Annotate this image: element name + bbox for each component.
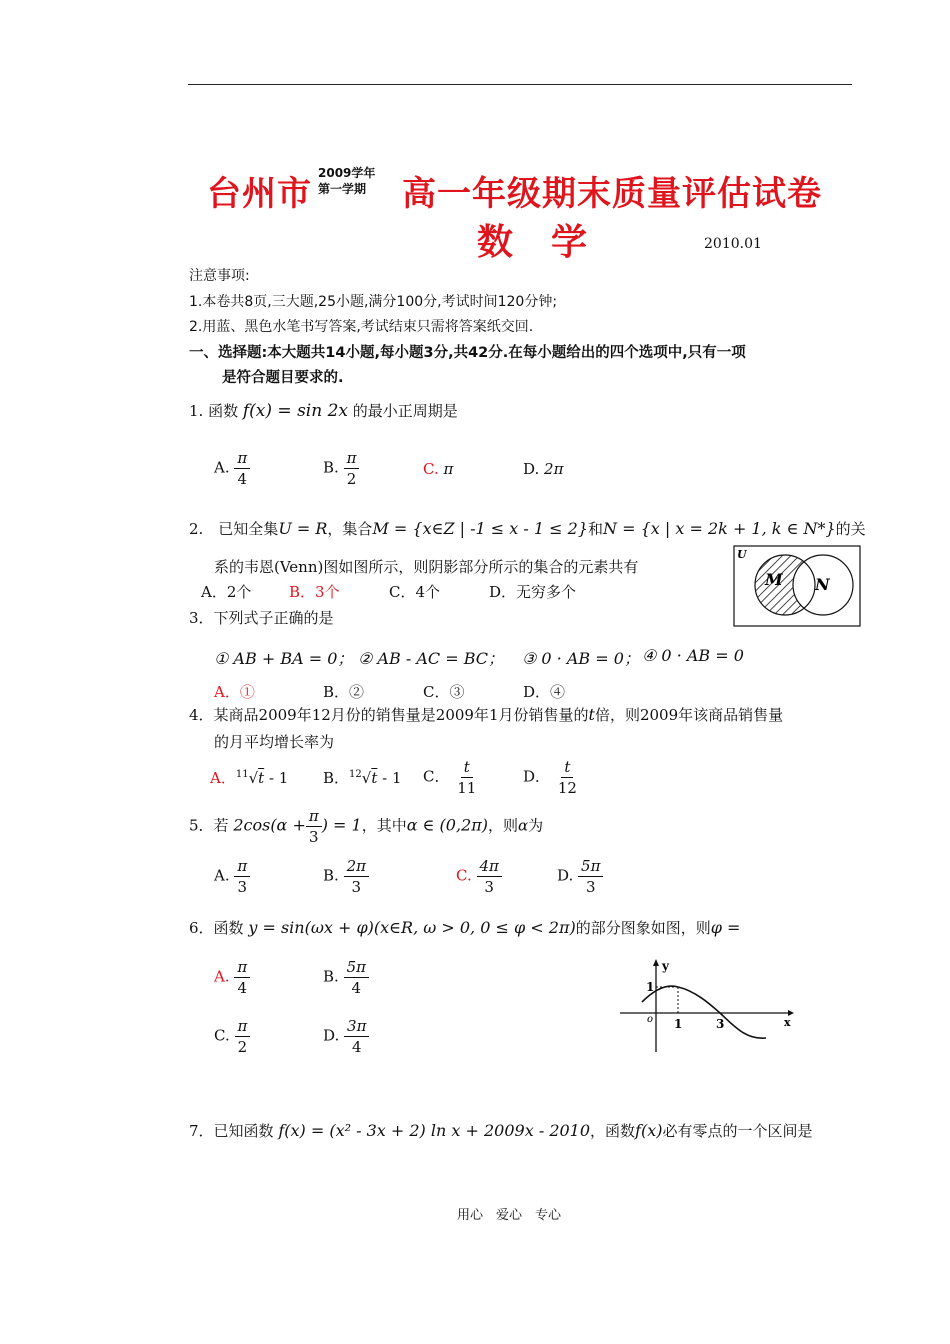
q4-option-c: C． $\frac{t}{11}$ [423,758,477,797]
q6-option-b: B. $\frac{5\pi}{4}$ [323,957,369,998]
q3-option-b: B．② [323,683,365,701]
q2-option-d: D．无穷多个 [489,583,577,601]
notes-item-1: 1.本卷共8页,三大题,25小题,满分100分,考试时间120分钟; [189,294,558,310]
q5-option-b: B. $\frac{2\pi}{3}$ [323,856,369,897]
graph-x-label: x [784,1016,791,1029]
q1-stem: 1. 函数 f(x) = sin 2x 的最小正周期是 [189,401,458,421]
graph-x-one-label: 1 [674,1017,683,1031]
q5-option-d: D. $\frac{5\pi}{3}$ [557,856,603,897]
page-footer: 用心 爱心 专心 [457,1208,562,1223]
term-year: 2009学年 [318,166,376,180]
q3-option-a: A．① [214,683,255,701]
q1-option-d: D. 2π [523,460,564,478]
q4-option-b: B．$^{12}$√t - 1 [323,769,402,787]
graph-y-one-label: 1 [646,980,655,994]
q1-option-a: A. $\frac{\pi}{4}$ [214,448,250,489]
venn-u-label: U [737,548,747,561]
q2-stem-line-2: 系的韦恩(Venn)图如图所示，则阴影部分所示的集合的元素共有 [214,558,639,576]
q6-stem: 6．函数 y = sin(ωx + φ)(x∈R, ω > 0, 0 ≤ φ < 2π)的部分图象如图，则φ = [189,918,741,937]
q1-option-b: B. $\frac{\pi}{2}$ [323,448,359,489]
q3-stem: 3．下列式子正确的是 [189,609,334,627]
venn-m-label: M [765,570,783,589]
graph-x-three-label: 3 [716,1017,725,1031]
section-1-heading: 一、选择题:本大题共14小题,每小题3分,共42分.在每小题给出的四个选项中,只有一项 [189,345,746,361]
venn-diagram [733,545,861,627]
q3-expr-3: ③ 0 · AB = 0； [522,649,640,668]
exam-subject: 数 学 [477,222,589,263]
q5-option-a: A. $\frac{\pi}{3}$ [214,856,250,897]
q3-option-c: C．③ [423,683,465,701]
header-rule [188,84,852,85]
exam-city: 台州市 [207,174,312,214]
graph-curve [642,986,766,1038]
q6-option-a: A. $\frac{\pi}{4}$ [214,957,250,998]
exam-date: 2010.01 [704,236,762,252]
venn-n-label: N [815,575,830,594]
q5-option-c: C. $\frac{4\pi}{3}$ [456,856,502,897]
q5-stem: 5．若 2cos(α + $\frac{\pi}{3}$ ) = 1，其中α ∈ (0,2π)，则α为 [189,807,544,846]
q3-expr-2: ② AB - AC = BC； [358,649,504,668]
term-name: 第一学期 [318,182,367,196]
q3-option-d: D．④ [523,683,566,701]
section-1-heading-cont: 是符合题目要求的. [222,370,344,386]
q7-stem: 7．已知函数 f(x) = (x² - 3x + 2) ln x + 2009x - 2010，函数f(x)必有零点的一个区间是 [189,1121,813,1140]
q6-option-d: D. $\frac{3\pi}{4}$ [323,1016,369,1057]
notes-item-2: 2.用蓝、黑色水笔书写答案,考试结束只需将答案纸交回. [189,319,534,335]
graph-y-label: y [662,959,669,973]
q6-option-c: C. $\frac{\pi}{2}$ [214,1016,250,1057]
sine-graph [616,956,796,1056]
q3-expr-4: ④ 0 · AB = 0 [642,646,744,665]
notes-heading: 注意事项: [189,268,250,284]
q4-stem-line-2: 的月平均增长率为 [214,733,335,751]
q4-stem-line-1: 4．某商品2009年12月份的销售量是2009年1月份销售量的t倍，则2009年该商品销售量 [189,705,784,724]
graph-origin-label: o [647,1014,654,1025]
q2-option-c: C．4个 [389,583,441,601]
q4-option-d: D． $\frac{t}{12}$ [523,758,577,797]
q3-expr-1: ① AB + BA = 0； [214,649,354,668]
q2-stem-line-1: 2. 已知全集U = R，集合M = {x∈Z | -1 ≤ x - 1 ≤ 2}和N = {x | x = 2k + 1, k ∈ N*}的关 [189,519,866,538]
q4-option-a: A．$^{11}$√t - 1 [210,769,289,787]
q2-option-a: A．2个 [201,583,252,601]
q1-option-c: C. π [423,460,454,478]
exam-title: 高一年级期末质量评估试卷 [402,174,822,214]
q2-option-b: B．3个 [289,583,340,601]
